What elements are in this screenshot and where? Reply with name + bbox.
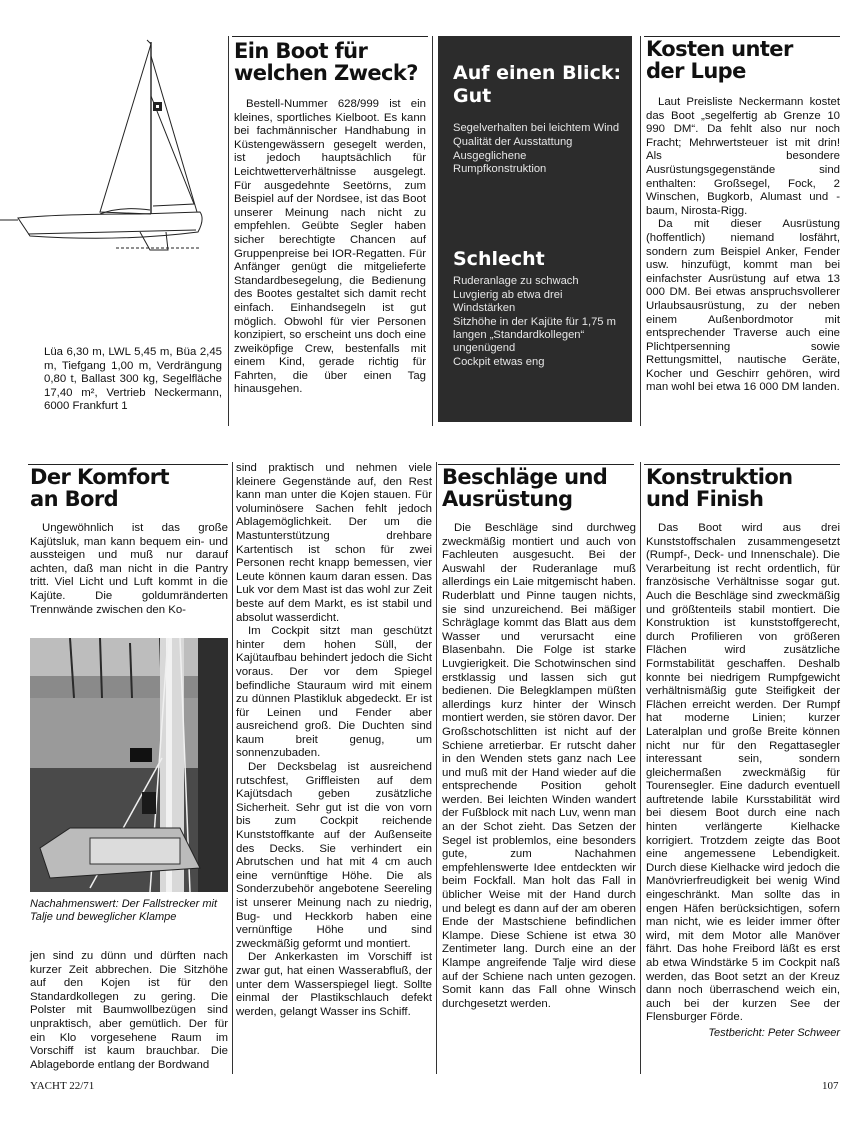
page-number: 107 (822, 1080, 839, 1092)
glance-title: Auf einen Blick: Gut (453, 62, 622, 107)
section-title: Ein Boot für welchen Zweck? (234, 39, 418, 85)
section-body: Das Boot wird aus drei Kunststoffschalen zusammengesetzt (Rumpf-, Deck- und Innenschale). Die Verarbeitung ist recht ordentlich, für französische Verhältnisse sogar gut. Auch die Beschläge sind zweckmäßig und größtenteils stabil montiert. Die Konstruktion ist kunststoffgerecht, durch Profilieren von größeren Flächen wird zusätzliche Formstabilität geschaffen. Deshalb konnte bei niedrigem Rumpfgewicht verhältnismäßig gute Steifigkeit der Flächen erreicht werden. Der Rumpf hat moderne Linien; kurzer Lateralplan und große Breite können nicht nur für den Regattasegler interessant sein, sondern gleichermaßen zweckmäßig für Tourensegler. Eine dadurch eventuell auftretende labile Kursstabilität wird bei diesem Boot durch eine nach hinten verlängerte Kielhacke korrigiert. Trotzdem zeigte das Boot eine angemessene Lebendigkeit. Durch diese Kielhacke wird jedoch die Manövrierfreudigkeit bei wenig Wind eingeschränkt. Man sollte das in engen Häfen berücksichtigen, sofern man nicht, wie es leider immer öfter wird, mit dem Motor alle Manöver fährt. Das hohe Freibord läßt es erst ab etwa Windstärke 5 im Cockpit naß werden, das Boot setzt an der Kreuz dann noch überraschend weich ein, auch bei der kurzen See der Flensburger Förde. (646, 522, 840, 1024)
boat-specs: Lüa 6,30 m, LWL 5,45 m, Büa 2,45 m, Tiefgang 1,00 m, Verdrängung 0,80 t, Ballast 300 kg, Segelfläche 17,40 m², Vertrieb Neckermann, 6000 Frankfurt 1 (44, 346, 222, 413)
photo-caption: Nachahmenswert: Der Fallstrecker mit Talje und beweglicher Klampe (30, 898, 218, 923)
good-item: Qualität der Ausstattung (453, 136, 573, 148)
bad-item: Luvgierig ab etwa drei Windstärken (453, 289, 563, 314)
bad-item: Sitzhöhe in der Kajüte für 1,75 m langen „Standardkollegen“ ungenügend (453, 316, 616, 354)
author-credit: Testbericht: Peter Schweer (708, 1026, 840, 1039)
bad-item: Cockpit etwas eng (453, 356, 545, 368)
footer-magazine: YACHT 22/71 (30, 1080, 95, 1092)
section-body: Ungewöhnlich ist das große Kajütsluk, man kann bequem ein- und aussteigen und muß nur darauf achten, daß man nicht in die Pantry tritt. Viel Licht und Luft kommt in die Kajüte. Die goldumränderten Trennwände zwischen den Ko- (30, 522, 228, 616)
section-body-continued: jen sind zu dünn und dürften nach kurzer Zeit abbrechen. Die Sitzhöhe auf den Kojen ist für den Standardkollegen zu gering. Die Polster mit Baumwollbezügen sind unpraktisch, aber gemütlich. Der für ein Klo vorgesehene Raum im Vorschiff ist kaum brauchbar. Die Ablageborde entlang der Bordwand (30, 950, 228, 1071)
section-body: Bestell-Nummer 628/999 ist ein kleines, sportliches Kielboot. Es kann bei fachmännischer Handhabung in Küstengewässern gesegelt werden, ist jedoch hauptsächlich für Leichtwetterverhältnisse ausgelegt. Für ausgedehnte Seetörns, zum Beispiel auf der Nordsee, ist das Boot unserer Meinung nach nicht zu empfehlen. Geübte Segler haben sicher berechtigte Chancen auf Gruppenpreise bei IOR-Regatten. Für Anfänger genügt die mitgelieferte Standardbesegelung, die Bedienung des Bootes gestaltet sich damit recht einfach. Einhandsegeln ist gut möglich. Obwohl für vier Personen konzipiert, so erscheint uns doch eine zweiköpfige Crew, bestenfalls mit einem Kind, gerade richtig für Fahrten, die über einen Tag hinausgehen. (234, 98, 426, 396)
comfort-column-2: sind praktisch und nehmen viele kleinere Gegenstände auf, den Rest kann man unter die Kojen stauen. Für voluminösere Sachen fehlt jedoch Ablagemöglichkeit. Der um die Mastunterstützung drehbare Kartentisch ist schon für zwei Personen recht knapp bemessen, vier Leute können kaum daran essen. Das Luk vor dem Mast ist das wohl zur Zeit beste auf dem Markt, es ist stabil und absolut wasserdicht. Im Cockpit sitzt man geschützt hinter dem hohen Süll, der Kajütaufbau behindert jedoch die Sicht voraus. Der vor dem Spiegel befindliche Stauraum wird mit einem zu dünnen Plastikluk abgedeckt. Er ist für Leinen und Fender aber ausreichend groß. Die Duchten sind kaum breit genug, um sonnenzubaden. Der Decksbelag ist ausreichend rutschfest, Griffleisten auf dem Kajütsdach geben zusätzliche Sicherheit. Sehr gut ist die von vorn bis zum Cockpit reichende Kunststoffkante auf der Außenseite des Decks. Sie verhindert ein Abrutschen und hat mit 4 cm auch eine vernünftige Höhe. Die als Sonderzubehör angebotene Seereling ist unserer Meinung nach zu niedrig, Bug- und Heckkorb haben eine vernünftige Höhe und sind zweckmäßig geformt und montiert. Der Ankerkasten im Vorschiff ist zwar gut, hat einen Wasserabfluß, der unter dem Wasserspiegel liegt. Sollte einmal der Plastikschlauch defekt werden, gelangt Wasser ins Schiff. (236, 462, 432, 1018)
section-title: Kosten unter der Lupe (646, 37, 793, 83)
section-title: Der Komfort an Bord (30, 465, 169, 511)
bad-item: Ruderanlage zu schwach (453, 275, 579, 287)
section-body: Laut Preisliste Neckermann kostet das Boot „segelfertig ab Grenze 10 990 DM“. Da fehlt also nur noch Fracht; Mehrwertsteuer ist mit drin! Als besondere Ausrüstungsgegenstände sind enthalten: Großsegel, Fock, 2 Winschen, Bugkorb, Alumast und -baum, Nirosta-Rigg. Da mit dieser Ausrüstung (hoffentlich) niemand losfährt, sondern zum Beispiel Anker, Fender usw. hinzufügt, kommt man bei einfachster Ausrüstung auf etwa 13 000 DM. Bei etwas anspruchsvollerer Urlaubsausrüstung, zu der neben einem Außenbordmotor mit entsprechender Traverse auch eine Plichtpersenning sowie Rettungsmittel, nautische Geräte, Kocher und Geschirr gehören, wird man wohl bei etwa 16 000 DM landen. (646, 96, 840, 394)
at-a-glance-box (438, 36, 632, 422)
section-body: Die Beschläge sind durchweg zweckmäßig montiert und auch von Fachleuten ausgesucht. Bei der Auswahl der Ruderanlage muß allerdings ein Laie mitgemischt haben. Ruderblatt und Pinne taugen nichts, sie sind unzureichend. Bei mäßiger Schräglage kommt das Blatt aus dem Wasser und verursacht eine Blasenbahn. Die Folge ist starke Luvgierigkeit. Die Schotwinschen sind erstklassig und lassen sich gut bedienen. Die Belegklampen müßten allerdings kurz hinter der Winsch montiert werden, sie stören davor. Der Großschotschlitten ist nicht auf der Schiene arretierbar. Er rutscht daher in den Wenden stets ganz nach Lee und muß mit der Hand wieder auf die entsprechende Position geholt werden. Bei leichten Winden wandert der Fußblock mit nach Luv, wenn man an der Schot zieht. Das Setzen der Segel ist problemlos, eine besonders gute, zum Nachahmen empfehlenswerte Idee entdeckten wir beim Fockfall. Man holt das Fall in üblicher Weise mit der Hand durch und belegt es dann auf der am oberen Ende der Mastschiene befindlichen Klampe. Diese Schiene ist etwa 30 Zentimeter lang. Durch eine an der Klampe angreifende Talje wird diese auf der Schiene nach unten gezogen. Somit kann das Fall ohne Winsch durchgesetzt werden. (442, 522, 636, 1010)
good-list (453, 122, 622, 176)
bad-list (453, 275, 622, 369)
section-costs (646, 38, 840, 395)
section-fittings (442, 466, 636, 1011)
section-construction (646, 466, 840, 1040)
section-comfort (30, 466, 228, 617)
sail-plan-drawing (0, 36, 228, 256)
bad-title: Schlecht (453, 248, 545, 270)
good-item: Segelverhalten bei leichtem Wind (453, 122, 620, 134)
section-title: Konstruktion und Finish (646, 465, 793, 511)
section-title: Beschläge und Ausrüstung (442, 465, 608, 511)
sail-logo-icon (153, 102, 162, 111)
good-item: Ausgeglichene Rumpfkonstruktion (453, 150, 547, 175)
section-boat-purpose (234, 40, 426, 397)
fall-strecker-photo (30, 638, 228, 892)
